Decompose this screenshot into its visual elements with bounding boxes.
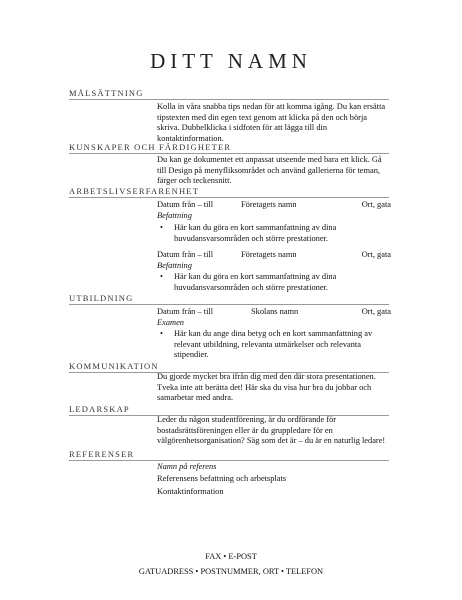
education-date: Datum från – till: [157, 307, 214, 316]
reference-position: Referensens befattning och arbetsplats: [157, 474, 287, 483]
objective-heading: MÅLSÄTTNING: [69, 88, 389, 100]
experience-2-company: Företagets namn: [241, 250, 297, 259]
communication-text: Du gjorde mycket bra ifrån dig med den där stora presentationen. Tveka inte att berätta det! Här ska du visa hur bra du jobbar och samarbetar med andra.: [157, 372, 376, 403]
experience-2-place: Ort, gata: [361, 250, 391, 259]
bullet-icon: •: [160, 272, 163, 281]
skills-heading: KUNSKAPER OCH FÄRDIGHETER: [69, 142, 389, 154]
objective-text: Kolla in våra snabba tips nedan för att komma igång. Du kan ersätta tipstexten med din egen text genom att klicka på den och börja skriva. Dubbelklicka i sidfoten för att lägga till din kontaktinformation.: [157, 102, 386, 143]
education-place: Ort, gata: [361, 307, 391, 316]
experience-heading: ARBETSLIVSERFARENHET: [69, 186, 389, 198]
name-heading: DITT NAMN: [150, 49, 312, 73]
reference-name: Namn på referens: [157, 462, 217, 471]
footer-contact-line-2: GATUADRESS • POSTNUMMER, ORT • TELEFON: [138, 567, 324, 576]
experience-2-summary: Här kan du göra en kort sammanfattning av dina huvudansvarsområden och större prestationer.: [174, 272, 337, 292]
reference-contact: Kontaktinformation: [157, 487, 224, 496]
communication-heading: KOMMUNIKATION: [69, 361, 389, 373]
bullet-icon: •: [160, 329, 163, 338]
education-summary: Här kan du ange dina betyg och en kort sammanfattning av relevant utbildning, relevanta utmärkelser och relevanta stipendier.: [174, 329, 373, 360]
experience-1-company: Företagets namn: [241, 200, 297, 209]
bullet-icon: •: [160, 223, 163, 232]
education-heading: UTBILDNING: [69, 293, 389, 305]
experience-1-summary: Här kan du göra en kort sammanfattning av dina huvudansvarsområden och större prestationer.: [174, 223, 337, 243]
footer-contact-line-1: FAX • E-POST: [205, 552, 257, 561]
experience-2-date: Datum från – till: [157, 250, 214, 259]
references-heading: REFERENSER: [69, 449, 389, 461]
skills-text: Du kan ge dokumentet ett anpassat utseende med bara ett klick. Gå till Design på menyfliksområdet och använd gallerierna för teman, färger och teckensnitt.: [157, 155, 382, 186]
leadership-text: Leder du någon studentförening, är du ordförande för bostadsrättsföreningen eller är du gruppledare för en välgörenhetsorganisation? Säg som det är – du är en naturlig ledare!: [157, 415, 386, 446]
education-degree: Examen: [157, 318, 184, 327]
experience-1-role: Befattning: [157, 211, 192, 220]
education-school: Skolans namn: [251, 307, 299, 316]
experience-1-date: Datum från – till: [157, 200, 214, 209]
leadership-heading: LEDARSKAP: [69, 404, 389, 416]
experience-1-place: Ort, gata: [361, 200, 391, 209]
experience-2-role: Befattning: [157, 261, 192, 270]
